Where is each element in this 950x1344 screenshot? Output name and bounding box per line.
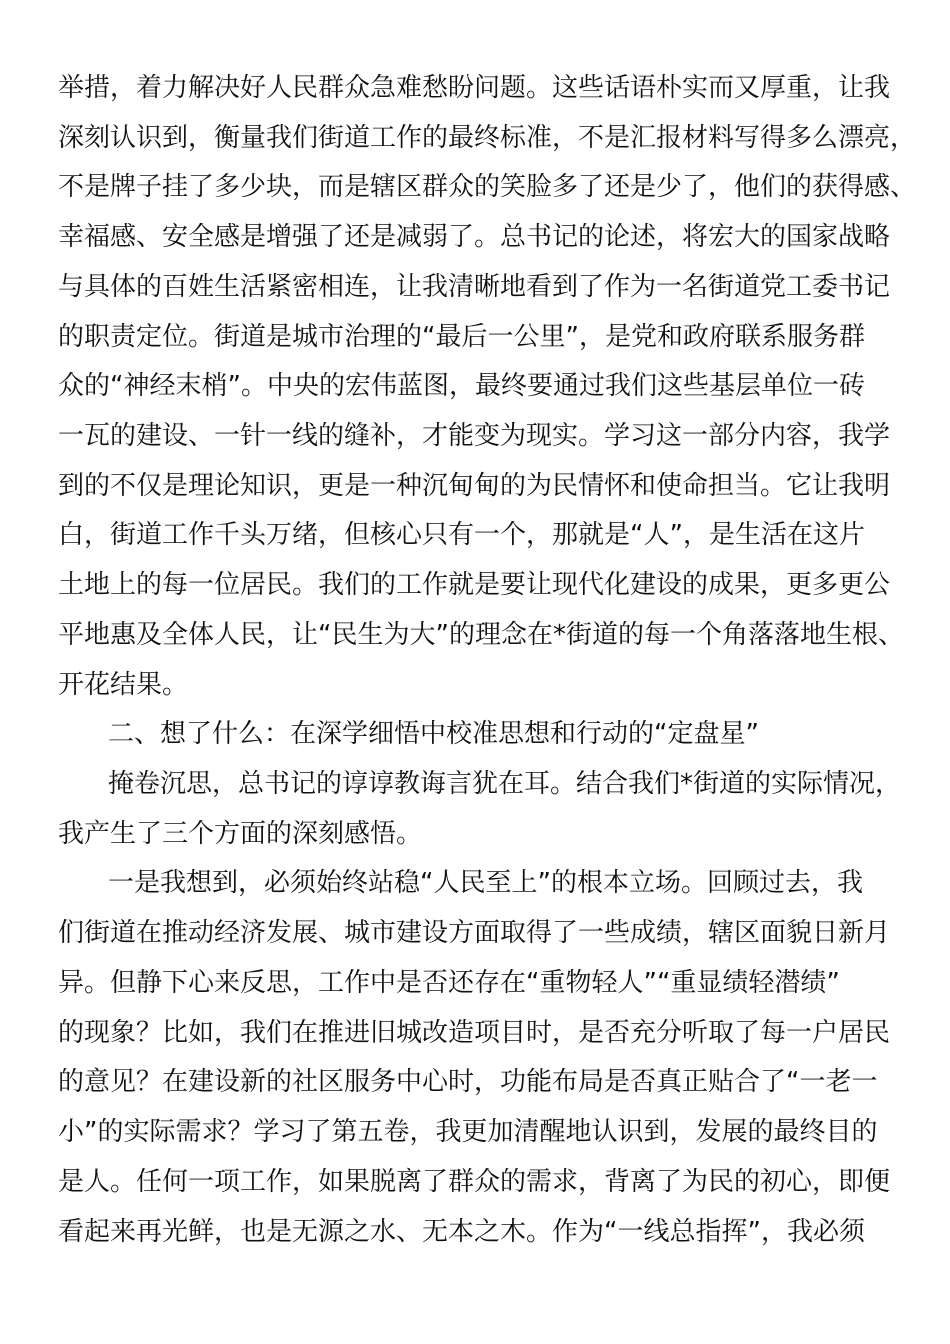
text-line: 一瓦的建设、一针一线的缝补，才能变为现实。学习这一部分内容，我学 [58, 421, 891, 451]
text-line: 举措，着力解决好人民群众急难愁盼问题。这些话语朴实而又厚重，让我 [58, 73, 891, 103]
text-line: 一是我想到，必须始终站稳“人民至上”的根本立场。回顾过去，我 [108, 868, 863, 898]
text-line: 小”的实际需求？学习了第五卷，我更加清醒地认识到，发展的最终目的 [58, 1117, 878, 1147]
text-line: 们街道在推动经济发展、城市建设方面取得了一些成绩，辖区面貌日新月 [58, 918, 891, 948]
text-line: 开花结果。 [58, 670, 189, 700]
text-line: 众的“神经末梢”。中央的宏伟蓝图，最终要通过我们这些基层单位一砖 [58, 371, 865, 401]
text-line: 的现象？比如，我们在推进旧城改造项目时，是否充分听取了每一户居民 [58, 1018, 891, 1048]
section-heading: 二、想了什么：在深学细悟中校准思想和行动的“定盘星” [108, 719, 759, 749]
text-line: 异。但静下心来反思，工作中是否还存在“重物轻人”“重显绩轻潜绩” [58, 968, 840, 998]
text-line: 到的不仅是理论知识，更是一种沉甸甸的为民情怀和使命担当。它让我明 [58, 471, 891, 501]
text-line: 平地惠及全体人民，让“民生为大”的理念在*街道的每一个角落落地生根、 [58, 620, 904, 650]
text-line: 掩卷沉思，总书记的谆谆教诲言犹在耳。结合我们*街道的实际情况， [108, 769, 902, 799]
text-line: 不是牌子挂了多少块，而是辖区群众的笑脸多了还是少了，他们的获得感、 [58, 172, 917, 202]
text-line: 我产生了三个方面的深刻感悟。 [58, 819, 423, 849]
text-line: 与具体的百姓生活紧密相连，让我清晰地看到了作为一名街道党工委书记 [58, 272, 891, 302]
text-line: 的意见？在建设新的社区服务中心时，功能布局是否真正贴合了“一老一 [58, 1067, 878, 1097]
text-line: 土地上的每一位居民。我们的工作就是要让现代化建设的成果，更多更公 [58, 570, 891, 600]
text-line: 看起来再光鲜，也是无源之水、无本之木。作为“一线总指挥”，我必须 [58, 1217, 865, 1247]
text-line: 的职责定位。街道是城市治理的“最后一公里”，是党和政府联系服务群 [58, 322, 865, 352]
text-line: 是人。任何一项工作，如果脱离了群众的需求，背离了为民的初心，即便 [58, 1167, 891, 1197]
text-line: 白，街道工作千头万绪，但核心只有一个，那就是“人”，是生活在这片 [58, 520, 865, 550]
text-line: 幸福感、安全感是增强了还是减弱了。总书记的论述，将宏大的国家战略 [58, 222, 891, 252]
text-line: 深刻认识到，衡量我们街道工作的最终标准，不是汇报材料写得多么漂亮， [58, 123, 917, 153]
